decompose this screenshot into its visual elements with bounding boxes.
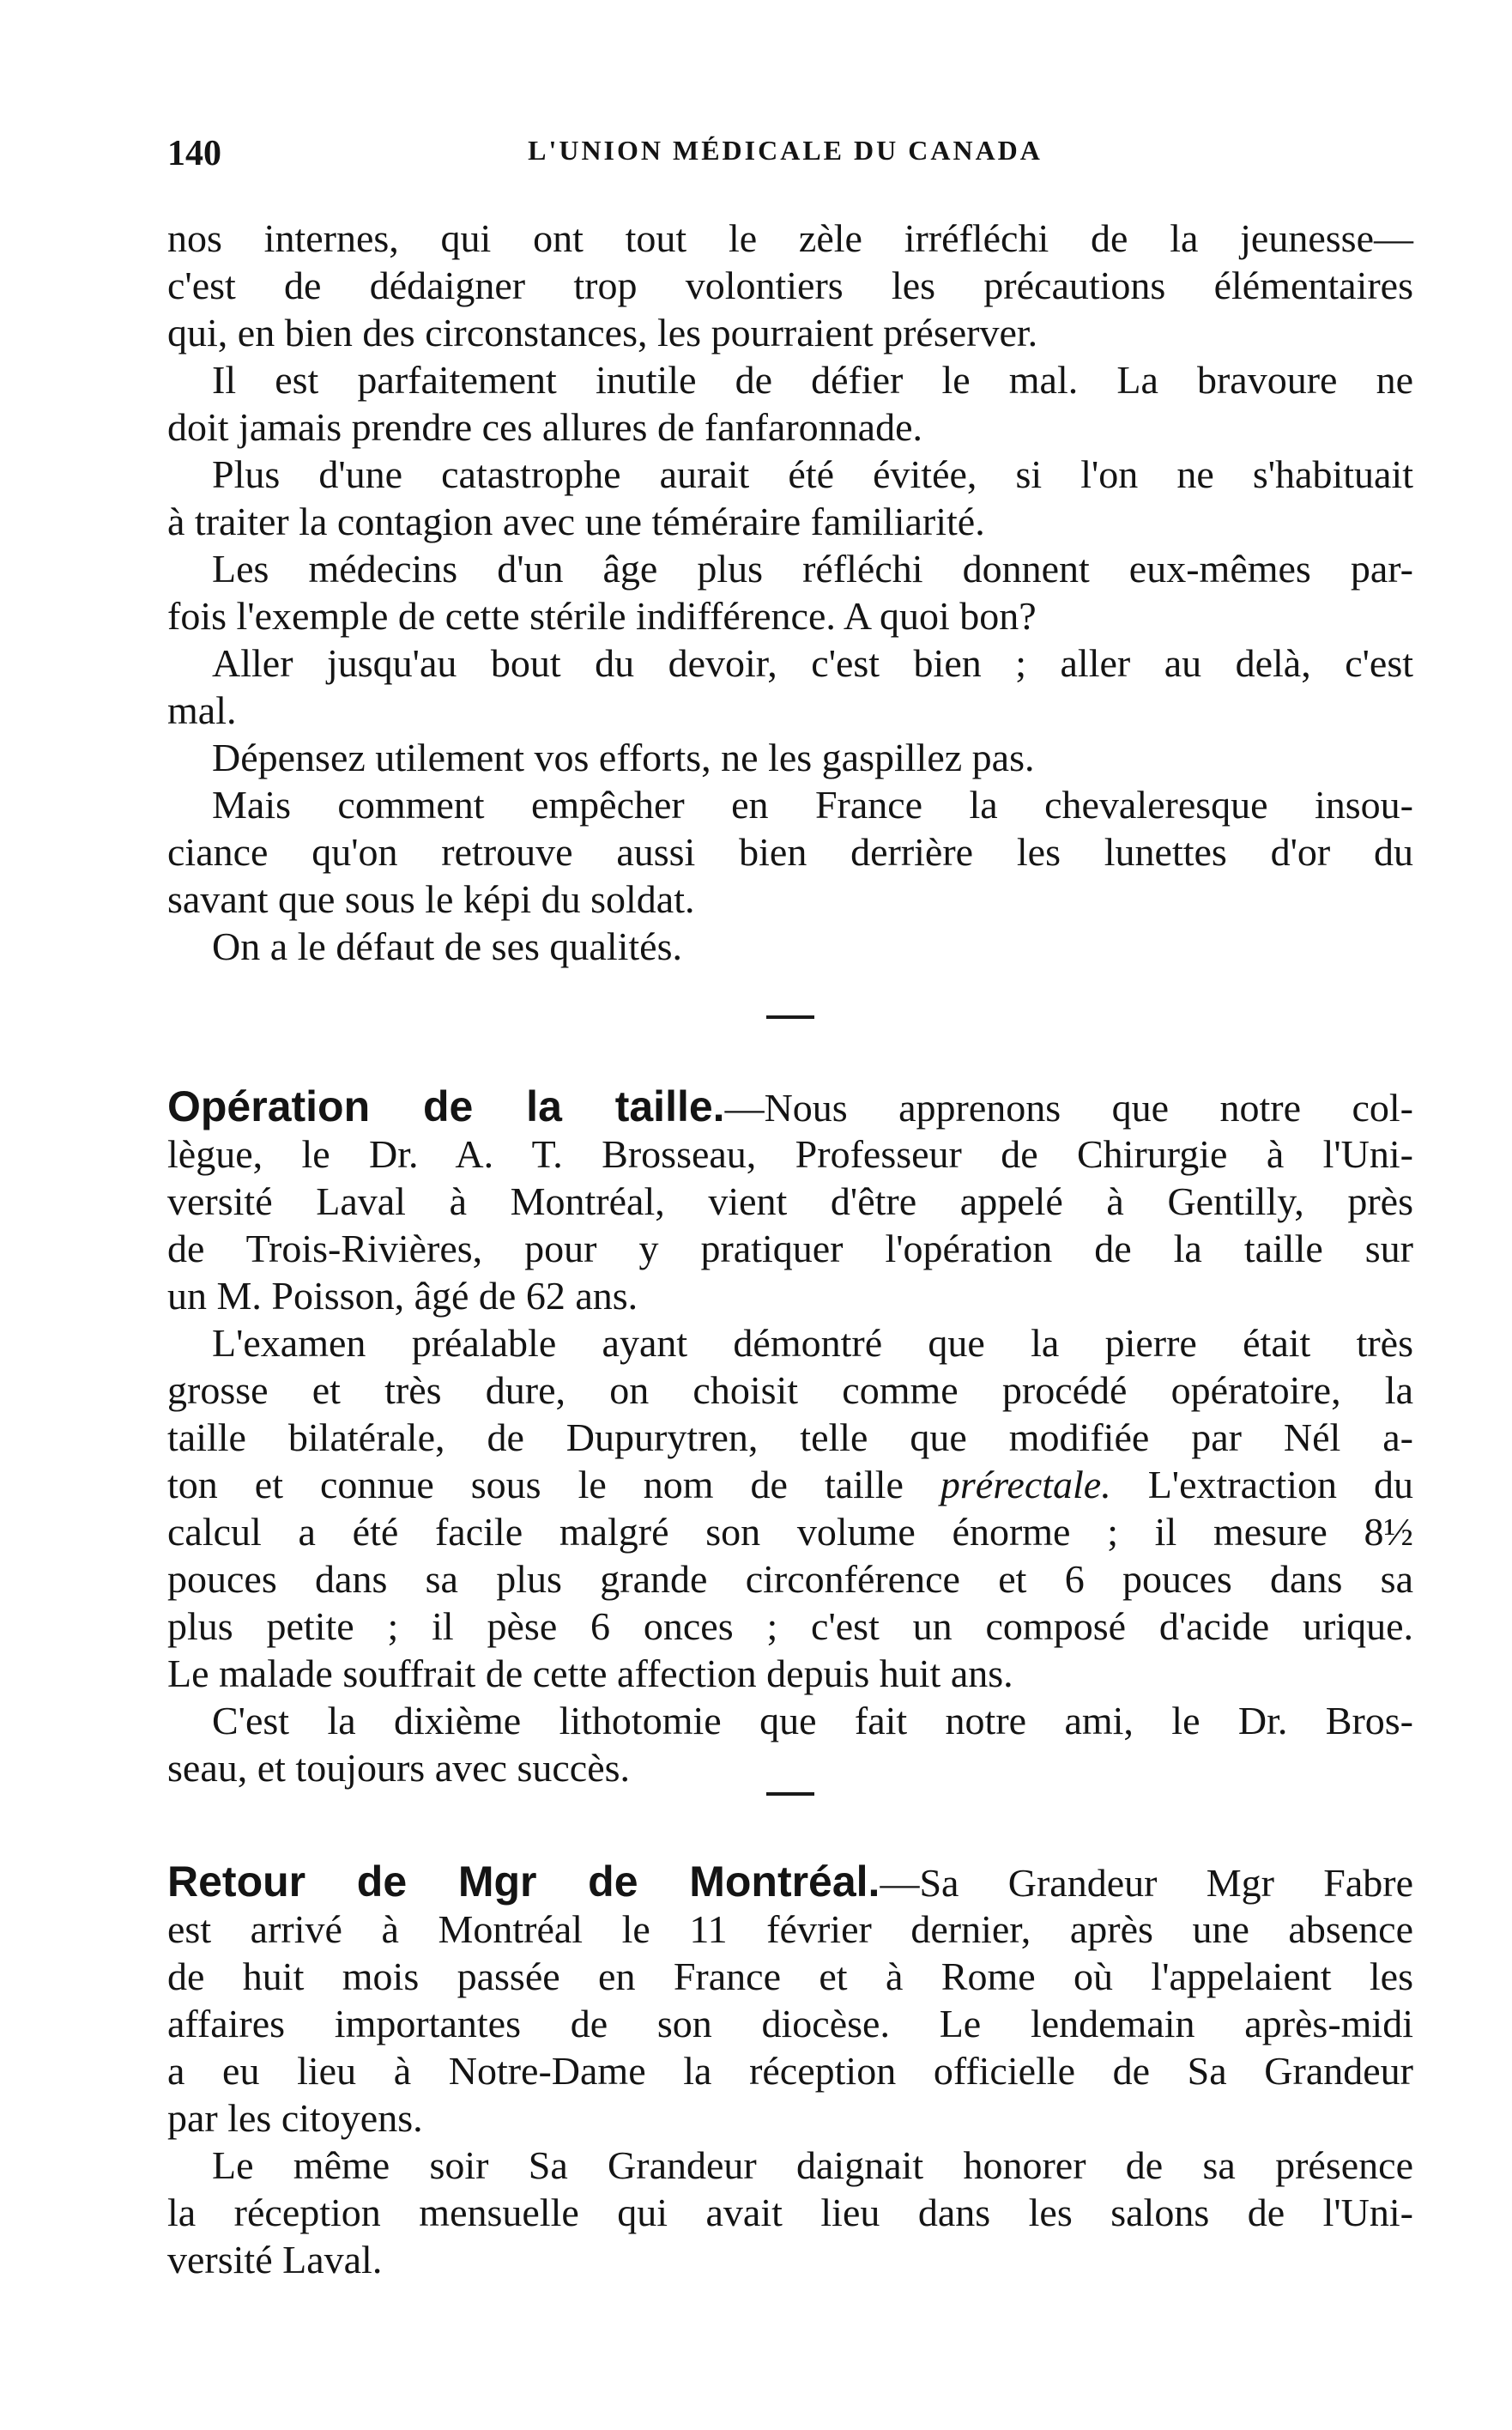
page-number: 140 bbox=[167, 134, 221, 173]
italic-term: prérectale. bbox=[940, 1463, 1111, 1506]
text-line: On a le défaut de ses qualités. bbox=[212, 924, 682, 968]
running-title: L'UNION MÉDICALE DU CANADA bbox=[528, 135, 1043, 166]
text-line: nos internes, qui ont tout le zèle irréfléchi de la jeunesse— bbox=[167, 216, 1413, 260]
section-divider bbox=[766, 1015, 814, 1019]
continued-text-block bbox=[167, 215, 1413, 970]
text-line: c'est de dédaigner trop volontiers les précautions élémentaires bbox=[167, 264, 1413, 307]
text-line: plus petite ; il pèse 6 onces ; c'est un composé d'acide urique. bbox=[167, 1604, 1413, 1648]
text-line: versité Laval à Montréal, vient d'être appelé à Gentilly, près bbox=[167, 1179, 1413, 1223]
text-line: grosse et très dure, on choisit comme procédé opératoire, la bbox=[167, 1368, 1413, 1412]
article-operation-taille bbox=[167, 1083, 1413, 1791]
text-line: affaires importantes de son diocèse. Le lendemain après-midi bbox=[167, 2002, 1413, 2045]
heading-continuation: —Sa Grandeur Mgr Fabre bbox=[880, 1861, 1413, 1905]
text-line: qui, en bien des circonstances, les pourraient préserver. bbox=[167, 311, 1038, 355]
text-line: versité Laval. bbox=[167, 2238, 383, 2282]
text-line: L'examen préalable ayant démontré que la pierre était très bbox=[212, 1321, 1413, 1365]
article-heading: Retour de Mgr de Montréal. bbox=[167, 1857, 880, 1906]
text-line: seau, et toujours avec succès. bbox=[167, 1746, 631, 1790]
text-line: savant que sous le képi du soldat. bbox=[167, 877, 695, 921]
text-line: ciance qu'on retrouve aussi bien derrière les lunettes d'or du bbox=[167, 830, 1413, 874]
text-line: calcul a été facile malgré son volume énorme ; il mesure 8½ bbox=[167, 1510, 1413, 1554]
text-line: Il est parfaitement inutile de défier le mal. La bravoure ne bbox=[212, 358, 1413, 402]
text-line: de Trois-Rivières, pour y pratiquer l'opération de la taille sur bbox=[167, 1227, 1413, 1270]
text-line bbox=[167, 1461, 1413, 1508]
text-line: Plus d'une catastrophe aurait été évitée, si l'on ne s'habituait bbox=[212, 452, 1413, 496]
text-line: lègue, le Dr. A. T. Brosseau, Professeur de Chirurgie à l'Uni- bbox=[167, 1132, 1413, 1176]
text-line: C'est la dixième lithotomie que fait notre ami, le Dr. Bros- bbox=[212, 1699, 1413, 1742]
text-line: fois l'exemple de cette stérile indifférence. A quoi bon? bbox=[167, 594, 1037, 638]
text-line: a eu lieu à Notre-Dame la réception officielle de Sa Grandeur bbox=[167, 2049, 1413, 2093]
text-line: Mais comment empêcher en France la chevaleresque insou- bbox=[212, 783, 1413, 827]
text-line: la réception mensuelle qui avait lieu dans les salons de l'Uni- bbox=[167, 2191, 1413, 2234]
text-line: Aller jusqu'au bout du devoir, c'est bien ; aller au delà, c'est bbox=[212, 641, 1413, 685]
text-line bbox=[167, 1083, 1413, 1130]
article-heading: Opération de la taille. bbox=[167, 1082, 725, 1130]
text-line: taille bilatérale, de Dupurytren, telle que modifiée par Nél a- bbox=[167, 1415, 1413, 1459]
text-line: Dépensez utilement vos efforts, ne les gaspillez pas. bbox=[212, 736, 1035, 779]
text-line: est arrivé à Montréal le 11 février dernier, après une absence bbox=[167, 1907, 1413, 1951]
text-line: pouces dans sa plus grande circonférence et 6 pouces dans sa bbox=[167, 1557, 1413, 1601]
text-line: Les médecins d'un âge plus réfléchi donnent eux-mêmes par- bbox=[212, 547, 1413, 591]
text-line: à traiter la contagion avec une téméraire familiarité. bbox=[167, 500, 985, 543]
text-fragment: L'extraction du bbox=[1110, 1463, 1413, 1506]
page-header bbox=[167, 133, 1403, 185]
text-fragment: ton et connue sous le nom de taille bbox=[167, 1463, 940, 1506]
text-line: mal. bbox=[167, 688, 237, 732]
heading-continuation: —Nous apprenons que notre col- bbox=[724, 1086, 1413, 1130]
text-line: de huit mois passée en France et à Rome où l'appelaient les bbox=[167, 1954, 1413, 1998]
text-line: doit jamais prendre ces allures de fanfaronnade. bbox=[167, 405, 922, 449]
text-line: par les citoyens. bbox=[167, 2096, 423, 2140]
text-line bbox=[167, 1858, 1413, 1906]
text-line: un M. Poisson, âgé de 62 ans. bbox=[167, 1274, 638, 1318]
article-retour-mgr bbox=[167, 1858, 1413, 2283]
section-divider bbox=[766, 1792, 814, 1796]
text-line: Le malade souffrait de cette affection depuis huit ans. bbox=[167, 1651, 1013, 1695]
text-line: Le même soir Sa Grandeur daignait honorer de sa présence bbox=[212, 2143, 1413, 2187]
